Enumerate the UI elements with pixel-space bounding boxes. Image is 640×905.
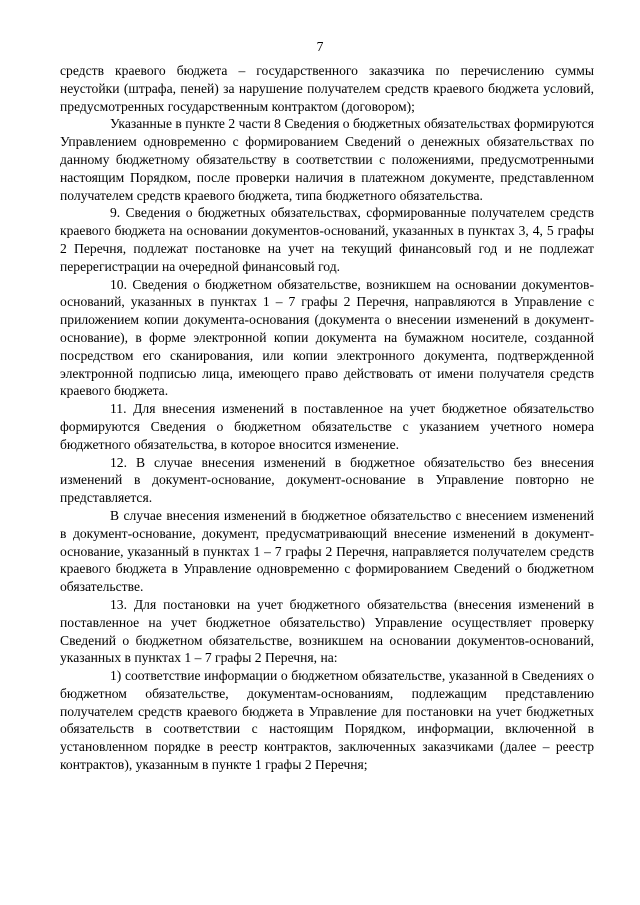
paragraph-continuation: средств краевого бюджета – государственного заказчика по перечислению суммы неустойки (штрафа, пеней) за нарушение получателем средств краевого бюджета условий, предусмотренных государственным контрактом (договором); (60, 63, 594, 114)
document-body (60, 62, 594, 774)
paragraph-item-11: 11. Для внесения изменений в поставленное на учет бюджетное обязательство формируются Сведения о бюджетном обязательстве с указанием учетного номера бюджетного обязательства, в которое вносится изменение. (60, 401, 594, 452)
paragraph-item-13: 13. Для постановки на учет бюджетного обязательства (внесения изменений в поставленное на учет бюджетное обязательство) Управление осуществляет проверку Сведений о бюджетном обязательстве, возникшем на основании документов-оснований, указанных в пунктах 1 – 7 графы 2 Перечня, на: (60, 596, 594, 666)
page-number: 7 (316, 39, 324, 54)
paragraph-item-9: 9. Сведения о бюджетных обязательствах, сформированные получателем средств краевого бюджета на основании документов-оснований, указанных в пунктах 3, 4, 5 графы 2 Перечня, подлежат постановке на учет на текущий финансовый год и не подлежат перерегистрации на очередной финансовый год. (60, 205, 594, 274)
paragraph-item-12-continued: В случае внесения изменений в бюджетное обязательство с внесением изменений в документ-основание, документ, предусматривающий внесение изменений в документ-основание, указанный в пунктах 1 – 7 графы 2 Перечня, направляется получателем средств краевого бюджета в Управление одновременно с формированием Сведений о бюджетном обязательстве. (60, 507, 594, 595)
paragraph-subitem-1: 1) соответствие информации о бюджетном обязательстве, указанной в Сведениях о бюджетном обязательстве, документам-основаниям, подлежащим представлению получателем средств краевого бюджета в Управление для постановки на учет бюджетных обязательств в соответствии с настоящим Порядком, информации, включенной в установленном порядке в реестр контрактов, заключенных заказчиками (далее – реестр контрактов), указанным в пункте 1 графы 2 Перечня; (60, 668, 594, 773)
paragraph-indicated-info: Указанные в пункте 2 части 8 Сведения о бюджетных обязательствах формируются Управлением одновременно с формированием Сведений о денежных обязательствах по данному бюджетному обязательству в соответствии с положениями, предусмотренными настоящим Порядком, после проверки наличия в платежном документе, представленном получателем средств краевого бюджета, типа бюджетного обязательства. (60, 116, 594, 203)
paragraph-item-12: 12. В случае внесения изменений в бюджетное обязательство без внесения изменений в документ-основание, документ-основание в Управление повторно не представляется. (60, 454, 594, 506)
paragraph-item-10: 10. Сведения о бюджетном обязательстве, возникшем на основании документов-оснований, указанных в пунктах 1 – 7 графы 2 Перечня, направляются в Управление с приложением копии документа-основания (документа о внесении изменений в документ-основание), в форме электронной копии документа на бумажном носителе, созданной посредством его сканирования, или копии электронного документа, подтвержденной электронной подписью лица, имеющего право действовать от имени получателя средств краевого бюджета. (60, 276, 594, 399)
